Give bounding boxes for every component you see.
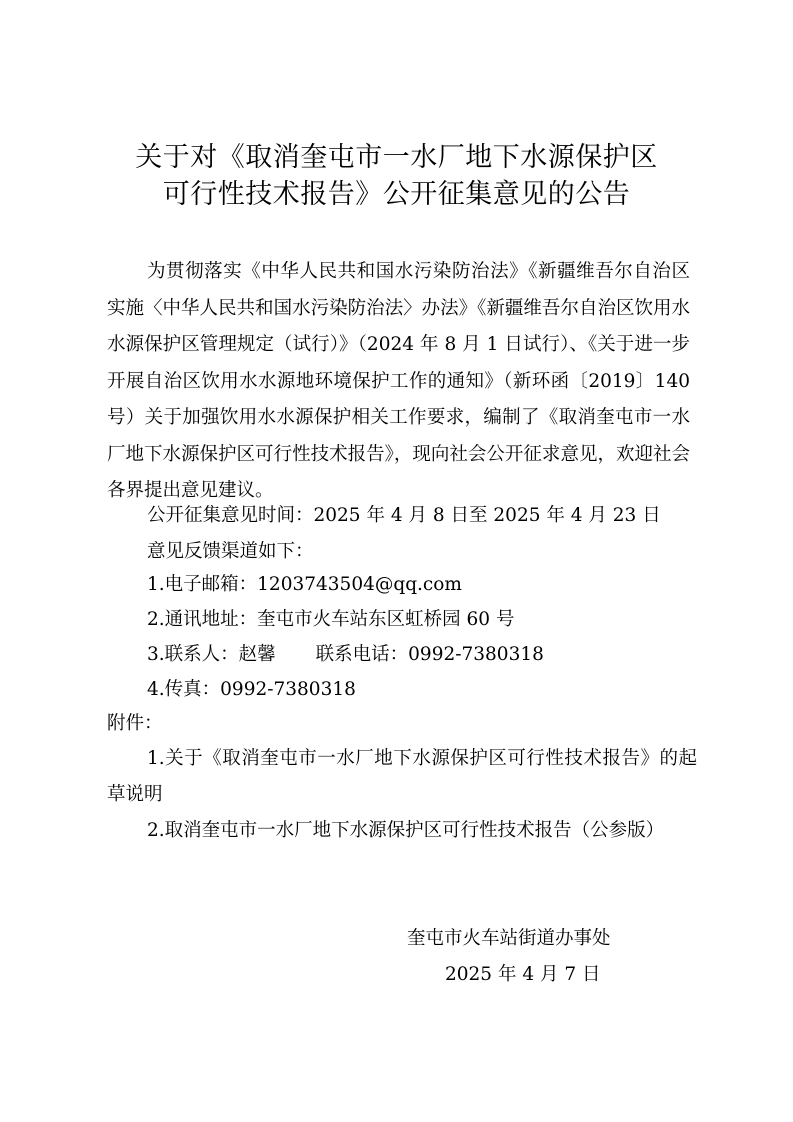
feedback-channels-intro: 意见反馈渠道如下： xyxy=(147,541,314,562)
contact-line xyxy=(147,637,544,673)
intro-paragraph: 为贯彻落实《中华人民共和国水污染防治法》《新疆维吾尔自治区实施〈中华人民共和国水污染防治法〉办法》《新疆维吾尔自治区饮用水水源保护区管理规定（试行）》（2024 年 8 月 1 日试行）、《关于进一步开展自治区饮用水水源地环境保护工作的通知》（新环函〔2019〕140 号）关于加强饮用水水源保护相关工作要求，编制了《取消奎屯市一水厂地下水源保护区可行性技术报告》，现向社会公开征求意见，欢迎社会各界提出意见建议。 xyxy=(107,261,690,501)
attachment-item-1: 1.关于《取消奎屯市一水厂地下水源保护区可行性技术报告》的起草说明 xyxy=(107,748,697,805)
contact-person: 3.联系人：赵馨 xyxy=(147,644,276,665)
signature-date: 2025 年 4 月 7 日 xyxy=(445,964,601,985)
attachments-label: 附件： xyxy=(107,713,163,734)
signature-organization: 奎屯市火车站街道办事处 xyxy=(407,928,611,949)
contact-address: 2.通讯地址：奎屯市火车站东区虹桥园 60 号 xyxy=(147,609,515,630)
attachment-item-2: 2.取消奎屯市一水厂地下水源保护区可行性技术报告（公参版） xyxy=(147,820,665,841)
document-title-line-2: 可行性技术报告》公开征集意见的公告 xyxy=(162,179,631,210)
contact-phone: 联系电话：0992-7380318 xyxy=(315,644,544,665)
comment-period: 公开征集意见时间：2025 年 4 月 8 日至 2025 年 4 月 23 日 xyxy=(147,505,661,526)
document-title-line-1: 关于对《取消奎屯市一水厂地下水源保护区 xyxy=(135,142,658,173)
contact-email: 1.电子邮箱：1203743504@qq.com xyxy=(147,574,462,595)
contact-fax: 4.传真：0992-7380318 xyxy=(147,679,356,700)
